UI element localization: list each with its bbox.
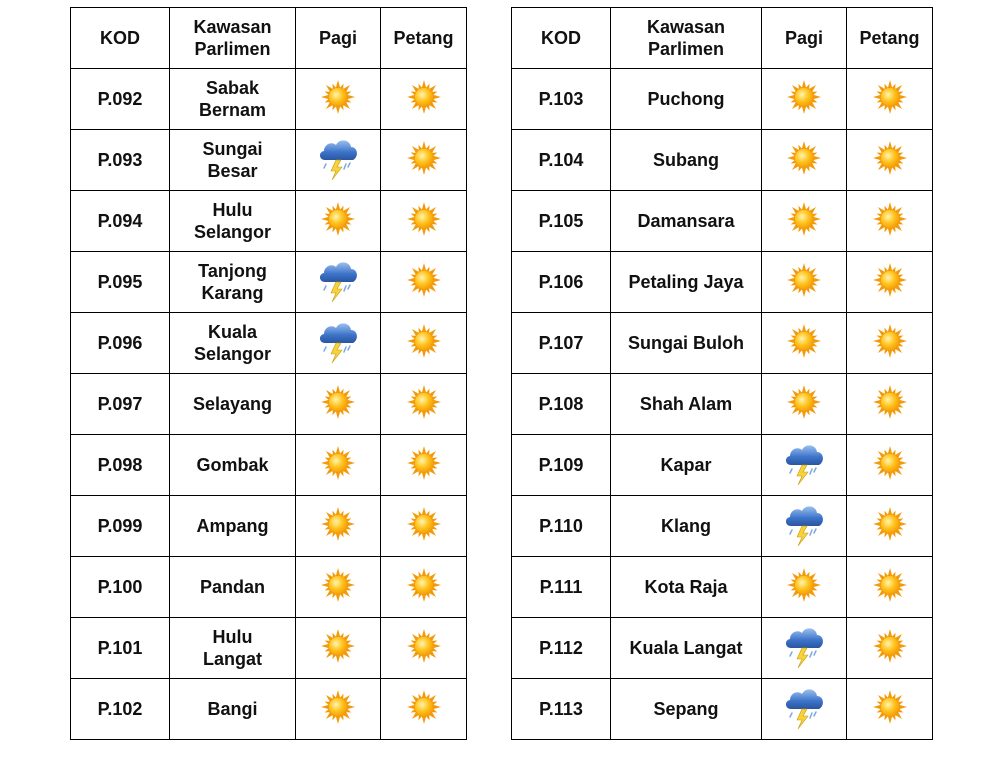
pagi-cell (762, 313, 847, 374)
petang-cell (381, 313, 467, 374)
petang-cell (847, 679, 933, 740)
kawasan-name-line2: Selangor (193, 222, 272, 242)
table-row (512, 191, 933, 252)
thunderstorm-icon (782, 683, 826, 731)
kawasan-name-line1: Bangi (207, 699, 258, 719)
kod-cell: P.101 (71, 618, 170, 679)
pagi-cell (296, 435, 381, 496)
petang-cell (381, 69, 467, 130)
sun-icon (404, 138, 444, 178)
table-row (71, 557, 467, 618)
kawasan-name (200, 576, 265, 598)
kawasan-cell (611, 679, 762, 740)
table-row (512, 618, 933, 679)
kod-cell: P.100 (71, 557, 170, 618)
kawasan-name-line1: Kapar (660, 455, 712, 475)
kawasan-name (653, 149, 719, 171)
kawasan-name-line1: Sungai Buloh (628, 333, 744, 353)
kawasan-name (196, 454, 268, 476)
kod-cell: P.106 (512, 252, 611, 313)
kawasan-name (661, 515, 711, 537)
kawasan-cell (170, 191, 296, 252)
kod-cell: P.109 (512, 435, 611, 496)
kawasan-name (193, 393, 272, 415)
pagi-cell (296, 679, 381, 740)
kawasan-cell (170, 435, 296, 496)
petang-cell (847, 252, 933, 313)
pagi-cell (762, 496, 847, 557)
kawasan-name-line1: Pandan (199, 577, 265, 597)
header-kawasan: Kawasan (193, 17, 272, 37)
kod-cell: P.111 (512, 557, 611, 618)
thunderstorm-icon (782, 622, 826, 670)
thunderstorm-icon (316, 134, 360, 182)
kawasan-name (202, 138, 262, 182)
kawasan-cell (170, 69, 296, 130)
sun-icon (404, 565, 444, 605)
petang-cell (847, 496, 933, 557)
header-kod: KOD (71, 8, 170, 69)
table-row (512, 252, 933, 313)
kawasan-name-line1: Shah Alam (639, 394, 733, 414)
kawasan-name-line1: Subang (653, 150, 719, 170)
sun-icon (784, 260, 824, 300)
header-kawasan-parlimen (611, 8, 762, 69)
kawasan-name (197, 515, 269, 537)
table-row (512, 435, 933, 496)
kawasan-name (628, 271, 743, 293)
sun-icon (784, 138, 824, 178)
table-row (512, 679, 933, 740)
petang-cell (381, 618, 467, 679)
kawasan-cell (170, 618, 296, 679)
kawasan-cell (611, 374, 762, 435)
kawasan-cell (170, 374, 296, 435)
kawasan-cell (611, 496, 762, 557)
kawasan-name (653, 698, 718, 720)
kawasan-name-line1: Gombak (196, 455, 269, 475)
petang-cell (381, 557, 467, 618)
sun-icon (870, 77, 910, 117)
pagi-cell (296, 69, 381, 130)
sun-icon (784, 565, 824, 605)
table-row (512, 374, 933, 435)
table-row (512, 313, 933, 374)
sun-icon (318, 443, 358, 483)
sun-icon (870, 382, 910, 422)
petang-cell (847, 557, 933, 618)
petang-cell (381, 130, 467, 191)
sun-icon (404, 199, 444, 239)
table-row (71, 374, 467, 435)
table-row (71, 679, 467, 740)
kod-cell: P.105 (512, 191, 611, 252)
kawasan-cell (611, 191, 762, 252)
header-pagi: Pagi (296, 8, 381, 69)
kawasan-name (207, 698, 257, 720)
kawasan-cell (611, 130, 762, 191)
kawasan-cell (170, 496, 296, 557)
kawasan-name (640, 393, 732, 415)
header-petang: Petang (847, 8, 933, 69)
kawasan-cell (170, 313, 296, 374)
sun-icon (784, 77, 824, 117)
kawasan-name (637, 210, 734, 232)
sun-icon (784, 199, 824, 239)
thunderstorm-icon (782, 439, 826, 487)
kod-cell: P.099 (71, 496, 170, 557)
kawasan-name-line2: Karang (201, 283, 264, 303)
petang-cell (847, 435, 933, 496)
kawasan-name (194, 199, 271, 243)
pagi-cell (296, 191, 381, 252)
kawasan-name (628, 332, 744, 354)
header-petang: Petang (381, 8, 467, 69)
sun-icon (404, 443, 444, 483)
kawasan-name-line1: Hulu (212, 200, 253, 220)
sun-icon (870, 199, 910, 239)
sun-icon (870, 443, 910, 483)
petang-cell (381, 191, 467, 252)
kod-cell: P.095 (71, 252, 170, 313)
kawasan-name (199, 77, 266, 121)
petang-cell (381, 496, 467, 557)
header-parlimen: Parlimen (647, 39, 725, 59)
kawasan-name-line1: Kuala (207, 322, 258, 342)
weather-table-left (70, 7, 467, 740)
kod-cell: P.093 (71, 130, 170, 191)
petang-cell (847, 618, 933, 679)
sun-icon (784, 382, 824, 422)
kod-cell: P.092 (71, 69, 170, 130)
pagi-cell (296, 313, 381, 374)
petang-cell (847, 69, 933, 130)
sun-icon (318, 199, 358, 239)
kawasan-name-line1: Kuala Langat (629, 638, 743, 658)
weather-table-right (511, 7, 933, 740)
kawasan-cell (170, 130, 296, 191)
sun-icon (404, 687, 444, 727)
kawasan-name-line1: Ampang (196, 516, 269, 536)
kawasan-cell (611, 618, 762, 679)
table-row (71, 618, 467, 679)
pagi-cell (296, 618, 381, 679)
pagi-cell (762, 69, 847, 130)
sun-icon (404, 77, 444, 117)
header-parlimen: Parlimen (194, 39, 271, 59)
thunderstorm-icon (316, 256, 360, 304)
kawasan-cell (611, 435, 762, 496)
kawasan-cell (611, 69, 762, 130)
kawasan-name-line1: Sabak (205, 78, 260, 98)
pagi-cell (296, 557, 381, 618)
header-kod: KOD (512, 8, 611, 69)
header-pagi: Pagi (762, 8, 847, 69)
kod-cell: P.112 (512, 618, 611, 679)
kawasan-name (644, 576, 727, 598)
kawasan-name-line1: Selayang (192, 394, 273, 414)
kawasan-name (194, 321, 271, 365)
kod-cell: P.097 (71, 374, 170, 435)
kawasan-name-line2: Langat (202, 649, 262, 669)
kod-cell: P.094 (71, 191, 170, 252)
sun-icon (318, 626, 358, 666)
petang-cell (847, 313, 933, 374)
pagi-cell (762, 557, 847, 618)
kawasan-name-line1: Puchong (647, 89, 725, 109)
sun-icon (870, 565, 910, 605)
table-row (512, 557, 933, 618)
sun-icon (870, 260, 910, 300)
kawasan-name-line2: Selangor (193, 344, 272, 364)
petang-cell (381, 252, 467, 313)
sun-icon (318, 504, 358, 544)
kawasan-cell (170, 679, 296, 740)
table-row (71, 191, 467, 252)
table-row (71, 496, 467, 557)
table-row (71, 252, 467, 313)
petang-cell (847, 130, 933, 191)
header-row (512, 8, 933, 69)
kawasan-name-line1: Kota Raja (644, 577, 728, 597)
kawasan-name (660, 454, 711, 476)
kod-cell: P.108 (512, 374, 611, 435)
table-row (71, 313, 467, 374)
sun-icon (870, 321, 910, 361)
sun-icon (870, 626, 910, 666)
kawasan-cell (611, 252, 762, 313)
table-row (71, 69, 467, 130)
header-kawasan-parlimen (170, 8, 296, 69)
kawasan-name (629, 637, 742, 659)
kawasan-name (203, 626, 262, 670)
kod-cell: P.107 (512, 313, 611, 374)
table-row (512, 69, 933, 130)
petang-cell (381, 374, 467, 435)
table-row (512, 130, 933, 191)
kod-cell: P.113 (512, 679, 611, 740)
sun-icon (870, 687, 910, 727)
kawasan-name-line1: Petaling Jaya (628, 272, 744, 292)
kawasan-name-line1: Damansara (637, 211, 735, 231)
kod-cell: P.098 (71, 435, 170, 496)
pagi-cell (296, 130, 381, 191)
kawasan-name-line1: Tanjong (198, 261, 267, 281)
kawasan-cell (611, 557, 762, 618)
pagi-cell (762, 618, 847, 679)
pagi-cell (762, 374, 847, 435)
sun-icon (404, 321, 444, 361)
pagi-cell (762, 191, 847, 252)
kawasan-name-line1: Sepang (653, 699, 719, 719)
sun-icon (318, 382, 358, 422)
kod-cell: P.110 (512, 496, 611, 557)
sun-icon (404, 382, 444, 422)
kawasan-name-line1: Sungai (202, 139, 263, 159)
pagi-cell (762, 679, 847, 740)
pagi-cell (296, 374, 381, 435)
thunderstorm-icon (782, 500, 826, 548)
table-row (512, 496, 933, 557)
kod-cell: P.102 (71, 679, 170, 740)
kawasan-cell (611, 313, 762, 374)
kod-cell: P.096 (71, 313, 170, 374)
petang-cell (381, 435, 467, 496)
pagi-cell (762, 435, 847, 496)
kawasan-cell (170, 252, 296, 313)
pagi-cell (762, 130, 847, 191)
kawasan-cell (170, 557, 296, 618)
header-kawasan: Kawasan (646, 17, 726, 37)
header-row (71, 8, 467, 69)
sun-icon (318, 687, 358, 727)
sun-icon (318, 565, 358, 605)
kawasan-name (648, 88, 725, 110)
petang-cell (381, 679, 467, 740)
sun-icon (318, 77, 358, 117)
kawasan-name-line2: Besar (207, 161, 258, 181)
kawasan-name (198, 260, 267, 304)
sun-icon (870, 138, 910, 178)
sun-icon (404, 504, 444, 544)
sun-icon (404, 626, 444, 666)
kawasan-name-line1: Hulu (212, 627, 253, 647)
petang-cell (847, 191, 933, 252)
thunderstorm-icon (316, 317, 360, 365)
sun-icon (404, 260, 444, 300)
kawasan-name-line1: Klang (660, 516, 711, 536)
sun-icon (784, 321, 824, 361)
kawasan-name-line2: Bernam (198, 100, 267, 120)
table-row (71, 130, 467, 191)
table-row (71, 435, 467, 496)
pagi-cell (296, 496, 381, 557)
sun-icon (870, 504, 910, 544)
kod-cell: P.103 (512, 69, 611, 130)
pagi-cell (762, 252, 847, 313)
kod-cell: P.104 (512, 130, 611, 191)
petang-cell (847, 374, 933, 435)
pagi-cell (296, 252, 381, 313)
